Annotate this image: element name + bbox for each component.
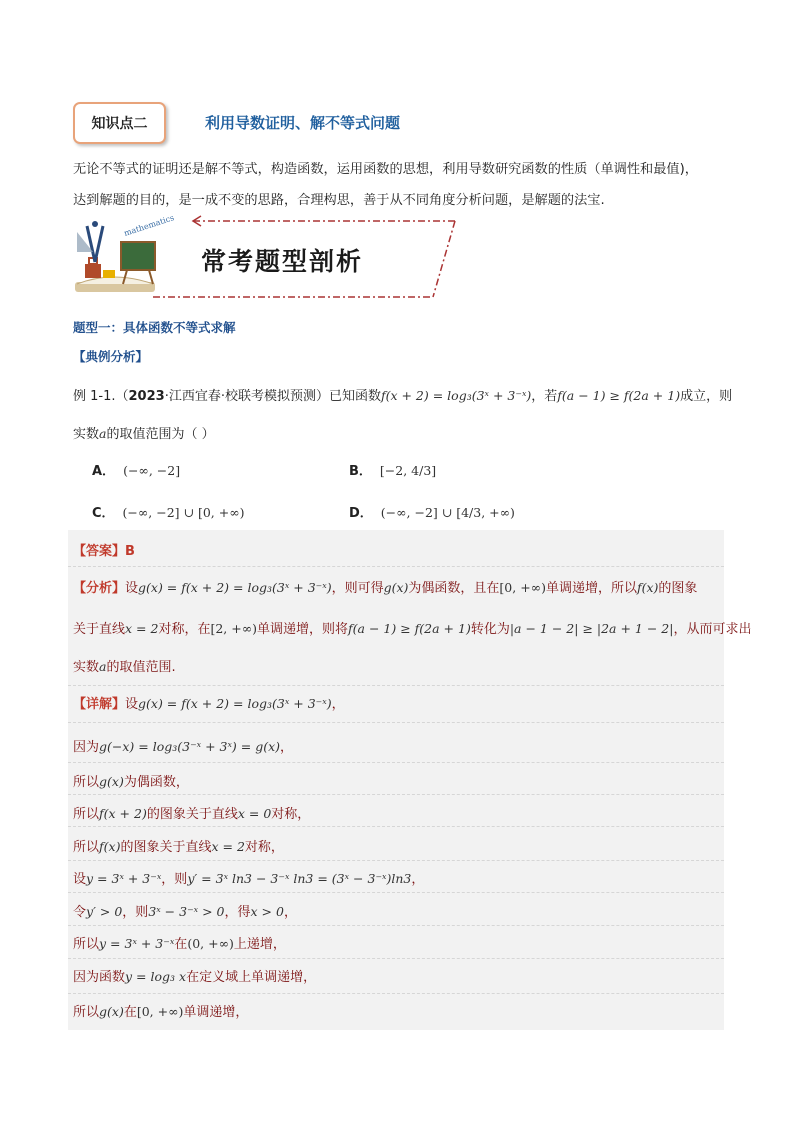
option-c-label: C． xyxy=(92,506,115,521)
divider xyxy=(68,794,724,795)
option-b-value: [−2, 4/3] xyxy=(379,463,437,478)
analysis-text: 的图象 xyxy=(658,581,698,596)
detail-text: ， xyxy=(280,740,294,755)
example-inequality: f(a − 1) ≥ f(2a + 1) xyxy=(557,388,681,403)
detail-text: ， xyxy=(331,697,345,712)
option-a-label: A． xyxy=(92,464,116,479)
analysis-text: ，从而可求出 xyxy=(673,622,752,637)
typical-analysis-label: 【典例分析】 xyxy=(73,349,149,364)
banner-title: 常考题型剖析 xyxy=(201,247,364,276)
example-question-line-1 xyxy=(73,385,732,404)
detail-step-7 xyxy=(73,901,297,920)
detail-math: y = 3ˣ + 3⁻ˣ xyxy=(86,871,162,886)
detail-step-4 xyxy=(73,803,310,822)
detail-math: y = log₃ x xyxy=(125,969,187,984)
detail-math: g(x) xyxy=(99,1004,124,1019)
detail-math: g(x) = f(x + 2) = log₃(3ˣ + 3⁻ˣ) xyxy=(138,696,332,711)
detail-step-9 xyxy=(73,966,316,985)
detail-math: x = 2 xyxy=(211,839,245,854)
detail-text: ，得 xyxy=(224,905,251,920)
knowledge-point-title: 利用导数证明、解不等式问题 xyxy=(205,114,401,132)
detail-text: 对称， xyxy=(271,807,311,822)
detail-text: 在 xyxy=(123,1005,137,1020)
detail-step-6 xyxy=(73,868,424,887)
analysis-math: |a − 1 − 2| ≥ |2a + 1 − 2| xyxy=(509,621,674,636)
detail-step-8 xyxy=(73,933,286,952)
option-a[interactable] xyxy=(92,460,180,479)
analysis-text: 转化为 xyxy=(470,622,510,637)
analysis-math: g(x) xyxy=(383,580,409,595)
analysis-line-1 xyxy=(73,577,697,596)
detail-math: g(−x) = log₃(3⁻ˣ + 3ˣ) = g(x) xyxy=(99,739,281,754)
divider xyxy=(68,566,724,567)
detail-math: 3ˣ − 3⁻ˣ > 0 xyxy=(148,904,225,919)
option-a-value: (−∞, −2] xyxy=(123,463,181,478)
detail-text: 的图象关于直线 xyxy=(120,840,212,855)
analysis-line-3 xyxy=(73,656,176,675)
intro-line-2: 达到解题的目的，是一成不变的思路，合理构思，善于从不同角度分析问题，是解题的法宝. xyxy=(73,193,605,208)
analysis-text: 关于直线 xyxy=(73,622,126,637)
analysis-text: ，则可得 xyxy=(331,581,384,596)
detail-text: ， xyxy=(283,905,297,920)
detail-math: y′ = 3ˣ ln3 − 3⁻ˣ ln3 = (3ˣ − 3⁻ˣ)ln3 xyxy=(187,871,412,886)
detail-text: 因为函数 xyxy=(73,970,126,985)
detail-text: 所以 xyxy=(73,807,100,822)
detail-text: 为偶函数， xyxy=(123,775,189,790)
example-function: f(x + 2) = log₃(3ˣ + 3⁻ˣ) xyxy=(380,388,532,403)
analysis-tag: 【分析】 xyxy=(73,581,126,596)
detail-math: y′ > 0 xyxy=(86,904,123,919)
divider xyxy=(68,958,724,959)
analysis-line-2 xyxy=(73,618,751,637)
example-question-line-2 xyxy=(73,423,215,442)
divider xyxy=(68,925,724,926)
analysis-text: 设 xyxy=(125,581,139,596)
detail-text: 因为 xyxy=(73,740,100,755)
example-suffix: 成立，则 xyxy=(680,389,733,404)
option-c-value: (−∞, −2] ∪ [0, +∞) xyxy=(122,505,245,520)
example-line2-a: 实数 xyxy=(73,427,100,442)
detail-math: x > 0 xyxy=(250,904,284,919)
detail-math: (0, +∞) xyxy=(187,936,234,951)
detail-math: g(x) xyxy=(99,774,124,789)
example-line2-b: 的取值范围为（ ） xyxy=(106,427,215,442)
example-var-a: a xyxy=(99,426,107,441)
question-type-label: 题型一：具体函数不等式求解 xyxy=(73,320,236,335)
analysis-text: 的取值范围. xyxy=(106,660,176,675)
knowledge-point-badge: 知识点二 xyxy=(73,102,166,144)
divider xyxy=(68,892,724,893)
divider xyxy=(68,826,724,827)
analysis-math: f(x) xyxy=(636,580,659,595)
detail-text: ，则 xyxy=(122,905,149,920)
detail-text: 所以 xyxy=(73,840,100,855)
detail-text: 所以 xyxy=(73,937,100,952)
detail-text: 设 xyxy=(125,697,139,712)
option-b-label: B． xyxy=(349,464,372,479)
divider xyxy=(68,993,724,994)
analysis-text: 单调递增，所以 xyxy=(545,581,637,596)
detail-text: 的图象关于直线 xyxy=(146,807,238,822)
intro-line-1: 无论不等式的证明还是解不等式，构造函数，运用函数的思想，利用导数研究函数的性质（单调性和最值)， xyxy=(73,162,698,177)
detail-text: 单调递增， xyxy=(183,1005,249,1020)
option-c[interactable] xyxy=(92,502,245,521)
detail-step-10 xyxy=(73,1001,248,1020)
answer-tag: 【答案】 xyxy=(73,544,126,559)
analysis-text: 为偶函数，且在 xyxy=(408,581,500,596)
detail-step-1 xyxy=(73,693,345,712)
section-banner xyxy=(73,212,463,302)
example-source: ·江西宜春·校联考模拟预测）已知函数 xyxy=(164,389,381,404)
analysis-text: 单调递增，则将 xyxy=(257,622,349,637)
detail-text: 在 xyxy=(174,937,188,952)
divider xyxy=(68,722,724,723)
board-text: mathematics xyxy=(122,213,176,238)
analysis-text: 对称，在 xyxy=(158,622,211,637)
divider xyxy=(68,762,724,763)
detail-text: 设 xyxy=(73,872,87,887)
detail-text: 上递增， xyxy=(233,937,286,952)
answer-value: B xyxy=(125,544,135,559)
detail-text: 对称， xyxy=(244,840,284,855)
analysis-math: g(x) = f(x + 2) = log₃(3ˣ + 3⁻ˣ) xyxy=(138,580,332,595)
divider xyxy=(68,860,724,861)
detail-math: f(x) xyxy=(99,839,121,854)
detail-math: y = 3ˣ + 3⁻ˣ xyxy=(99,936,175,951)
example-mid: ，若 xyxy=(531,389,558,404)
analysis-math: [2, +∞) xyxy=(210,621,258,636)
detail-text: 令 xyxy=(73,905,87,920)
analysis-math: [0, +∞) xyxy=(499,580,546,595)
detail-step-2 xyxy=(73,736,293,755)
example-prefix: 例 1-1.（ xyxy=(73,389,129,404)
analysis-math: x = 2 xyxy=(125,621,159,636)
option-d-label: D． xyxy=(349,506,373,521)
detail-math: f(x + 2) xyxy=(99,806,147,821)
detail-text: 所以 xyxy=(73,1005,100,1020)
detail-step-5 xyxy=(73,836,284,855)
analysis-text: 实数 xyxy=(73,660,100,675)
option-d-value: (−∞, −2] ∪ [4/3, +∞) xyxy=(380,505,515,520)
detail-math: x = 0 xyxy=(237,806,272,821)
detail-text: 在定义域上单调递增， xyxy=(186,970,317,985)
detail-step-3 xyxy=(73,771,189,790)
detail-text: 所以 xyxy=(73,775,100,790)
example-source-year: 2023 xyxy=(128,389,165,404)
detail-text: ，则 xyxy=(161,872,188,887)
answer-row xyxy=(73,540,135,559)
analysis-math: f(a − 1) ≥ f(2a + 1) xyxy=(348,621,471,636)
analysis-math: a xyxy=(99,659,107,674)
detail-text: ， xyxy=(411,872,425,887)
option-d[interactable] xyxy=(349,502,515,521)
detail-math: [0, +∞) xyxy=(136,1004,184,1019)
detail-tag: 【详解】 xyxy=(73,697,126,712)
divider xyxy=(68,685,724,686)
option-b[interactable] xyxy=(349,460,436,479)
